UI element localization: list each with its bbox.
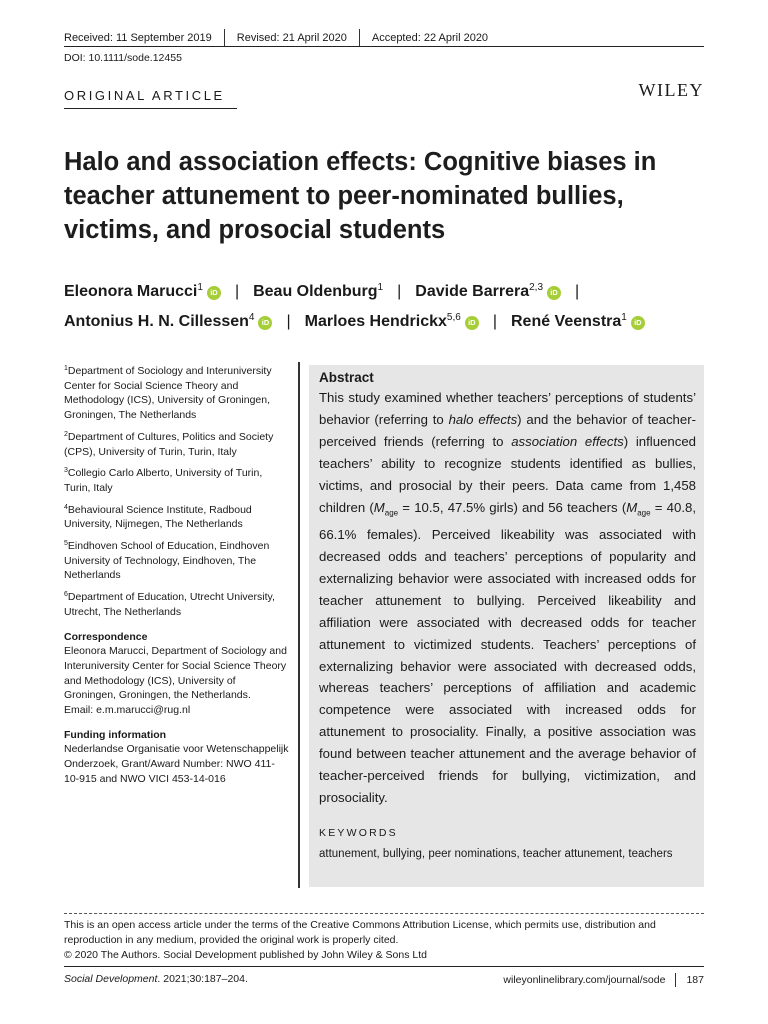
abstract-emphasis: halo effects xyxy=(448,411,518,427)
orcid-icon[interactable]: iD xyxy=(631,316,645,330)
author-name: Eleonora Marucci xyxy=(64,283,198,300)
affiliation-number: 5 xyxy=(64,540,68,548)
author[interactable] xyxy=(415,283,561,300)
author-separator: | xyxy=(492,313,497,330)
affiliation xyxy=(64,362,290,423)
author-name: Beau Oldenburg xyxy=(253,283,378,300)
revised-date: Revised: 21 April 2020 xyxy=(236,32,347,44)
article-type: ORIGINAL ARTICLE xyxy=(64,88,225,103)
funding-text: Nederlandse Organisatie voor Wetenschappelijk Onderzoek, Grant/Award Number: NWO 411-10-915 and NWO VICI 453-14-016 xyxy=(64,743,289,785)
keywords-heading: KEYWORDS xyxy=(319,827,398,839)
author[interactable] xyxy=(64,283,221,300)
footer-right xyxy=(503,973,704,987)
affiliation-number: 6 xyxy=(64,591,68,599)
affiliation-number: 1 xyxy=(64,365,68,372)
article-title: Halo and association effects: Cognitive biases in teacher attunement to peer-nominated bullies, victims, and prosocial students xyxy=(64,148,657,244)
author-name: Davide Barrera xyxy=(415,283,530,300)
abstract-emphasis: M xyxy=(373,499,385,515)
column-divider xyxy=(298,362,300,888)
author[interactable] xyxy=(511,313,645,330)
license-notice xyxy=(64,918,714,963)
author-affiliation-sup: 4 xyxy=(248,312,255,323)
affiliation-text: Department of Sociology and Interuniversity Center for Social Science Theory and Methodology (ICS), University of Groningen, Groningen, The Netherlands xyxy=(64,365,272,422)
affiliation xyxy=(64,428,290,459)
author-name: Marloes Hendrickx xyxy=(304,313,447,330)
divider xyxy=(224,29,225,47)
affiliation-text: Eindhoven School of Education, Eindhoven University of Technology, Eindhoven, The Netherlands xyxy=(64,540,270,582)
abstract-text xyxy=(319,387,696,809)
received-date: Received: 11 September 2019 xyxy=(64,32,212,44)
author-affiliation-sup: 1 xyxy=(377,282,384,293)
divider xyxy=(359,29,360,47)
doi[interactable]: DOI: 10.1111/sode.12455 xyxy=(64,52,182,64)
footer-rule xyxy=(64,966,704,967)
correspondence-heading: Correspondence xyxy=(64,630,148,643)
author-separator: | xyxy=(286,313,291,330)
abstract-emphasis: association effects xyxy=(511,433,624,449)
divider xyxy=(675,973,676,987)
citation-details: . 2021;30:187–204. xyxy=(157,973,248,985)
abstract-emphasis: M xyxy=(626,499,638,515)
abstract-segment: = 40.8, 66.1% females). Perceived likeability was associated with decreased odds and teachers’ perceptions of popularity and externalizing behavior were associated with increased odds for teacher attunement to bullying. Perceived likeability and affiliation were associated with decreased odds for teacher attunement to victimized students. Teachers’ perceptions of externalizing behavior were associated with decreased odds, whereas teachers’ perceptions of affiliation and academic competence were associated with increased odds for attunement to prosociality. Finally, a positive association was found between teacher attunement and the average behavior of teacher-perceived friends for bullying, victimization, and prosociality. xyxy=(319,499,696,805)
header-rule xyxy=(64,46,704,47)
journal-citation xyxy=(64,973,248,985)
abstract-box xyxy=(309,365,704,887)
abstract-segment: ) influenced teachers’ ability to recognize students identified as bullies, victims, and prosocial by their peers. Data came from 1,458 children ( xyxy=(319,433,696,515)
abstract-segment: This study examined whether teachers’ perceptions of students’ behavior (referring to xyxy=(319,390,696,427)
author-affiliation-sup: 5,6 xyxy=(446,312,461,323)
author-separator: | xyxy=(397,283,402,300)
affiliation-number: 2 xyxy=(64,430,68,438)
correspondence-email[interactable]: Email: e.m.marucci@rug.nl xyxy=(64,704,191,717)
abstract-subscript: age xyxy=(384,508,399,518)
author-separator: | xyxy=(575,283,580,300)
orcid-icon[interactable]: iD xyxy=(547,286,561,300)
author[interactable] xyxy=(64,313,272,330)
page-number: 187 xyxy=(686,974,704,986)
author-name: René Veenstra xyxy=(510,313,622,330)
affiliation-text: Department of Cultures, Politics and Society (CPS), University of Turin, Turin, Italy xyxy=(64,430,274,458)
affiliation xyxy=(64,501,290,532)
author-list xyxy=(64,275,714,335)
affiliation-text: Behavioural Science Institute, Radboud University, Nijmegen, The Netherlands xyxy=(64,503,252,531)
copyright-text: © 2020 The Authors. Social Development published by John Wiley & Sons Ltd xyxy=(64,949,428,961)
journal-name: Social Development xyxy=(64,973,158,985)
abstract-subscript: age xyxy=(637,508,651,518)
author[interactable] xyxy=(253,283,383,300)
author-name: Antonius H. N. Cillessen xyxy=(64,313,249,330)
author-affiliation-sup: 2,3 xyxy=(529,282,544,293)
author[interactable] xyxy=(305,313,479,330)
author-separator: | xyxy=(234,283,240,300)
article-dates xyxy=(64,29,488,47)
abstract-segment: ) and the behavior of teacher-perceived friends (referring to xyxy=(319,411,696,449)
journal-url[interactable]: wileyonlinelibrary.com/journal/sode xyxy=(503,974,666,986)
affiliation xyxy=(64,537,290,583)
orcid-icon[interactable]: iD xyxy=(465,316,479,330)
affiliation-number: 4 xyxy=(64,503,68,511)
affiliation-text: Department of Education, Utrecht University, Utrecht, The Netherlands xyxy=(64,591,275,618)
affiliation-number: 3 xyxy=(64,467,68,475)
orcid-icon[interactable]: iD xyxy=(207,286,221,300)
abstract-segment: = 10.5, 47.5% girls) and 56 teachers ( xyxy=(398,499,627,515)
affiliation-text: Collegio Carlo Alberto, University of Turin, Turin, Italy xyxy=(64,467,263,494)
publisher-logo: WILEY xyxy=(638,80,704,100)
accepted-date: Accepted: 22 April 2020 xyxy=(371,32,489,44)
abstract-heading: Abstract xyxy=(319,370,374,385)
article-type-underline xyxy=(64,108,237,109)
author-affiliation-sup: 1 xyxy=(621,312,627,323)
license-text: This is an open access article under the terms of the Creative Commons Attribution License, which permits use, distribution and reproduction in any medium, provided the original work is properly cited. xyxy=(64,919,656,946)
correspondence-text: Eleonora Marucci, Department of Sociology and Interuniversity Center for Social Science Theory and Methodology (ICS), University of Groningen, Groningen, the Netherlands. xyxy=(64,645,287,702)
author-affiliation-sup: 1 xyxy=(197,282,203,293)
orcid-icon[interactable]: iD xyxy=(258,316,272,330)
keywords-text: attunement, bullying, peer nominations, teacher attunement, teachers xyxy=(319,848,673,860)
funding-heading: Funding information xyxy=(64,728,167,741)
affiliation xyxy=(64,464,290,495)
affiliation xyxy=(64,588,290,619)
license-divider xyxy=(64,913,704,914)
affiliations-column xyxy=(64,362,290,787)
